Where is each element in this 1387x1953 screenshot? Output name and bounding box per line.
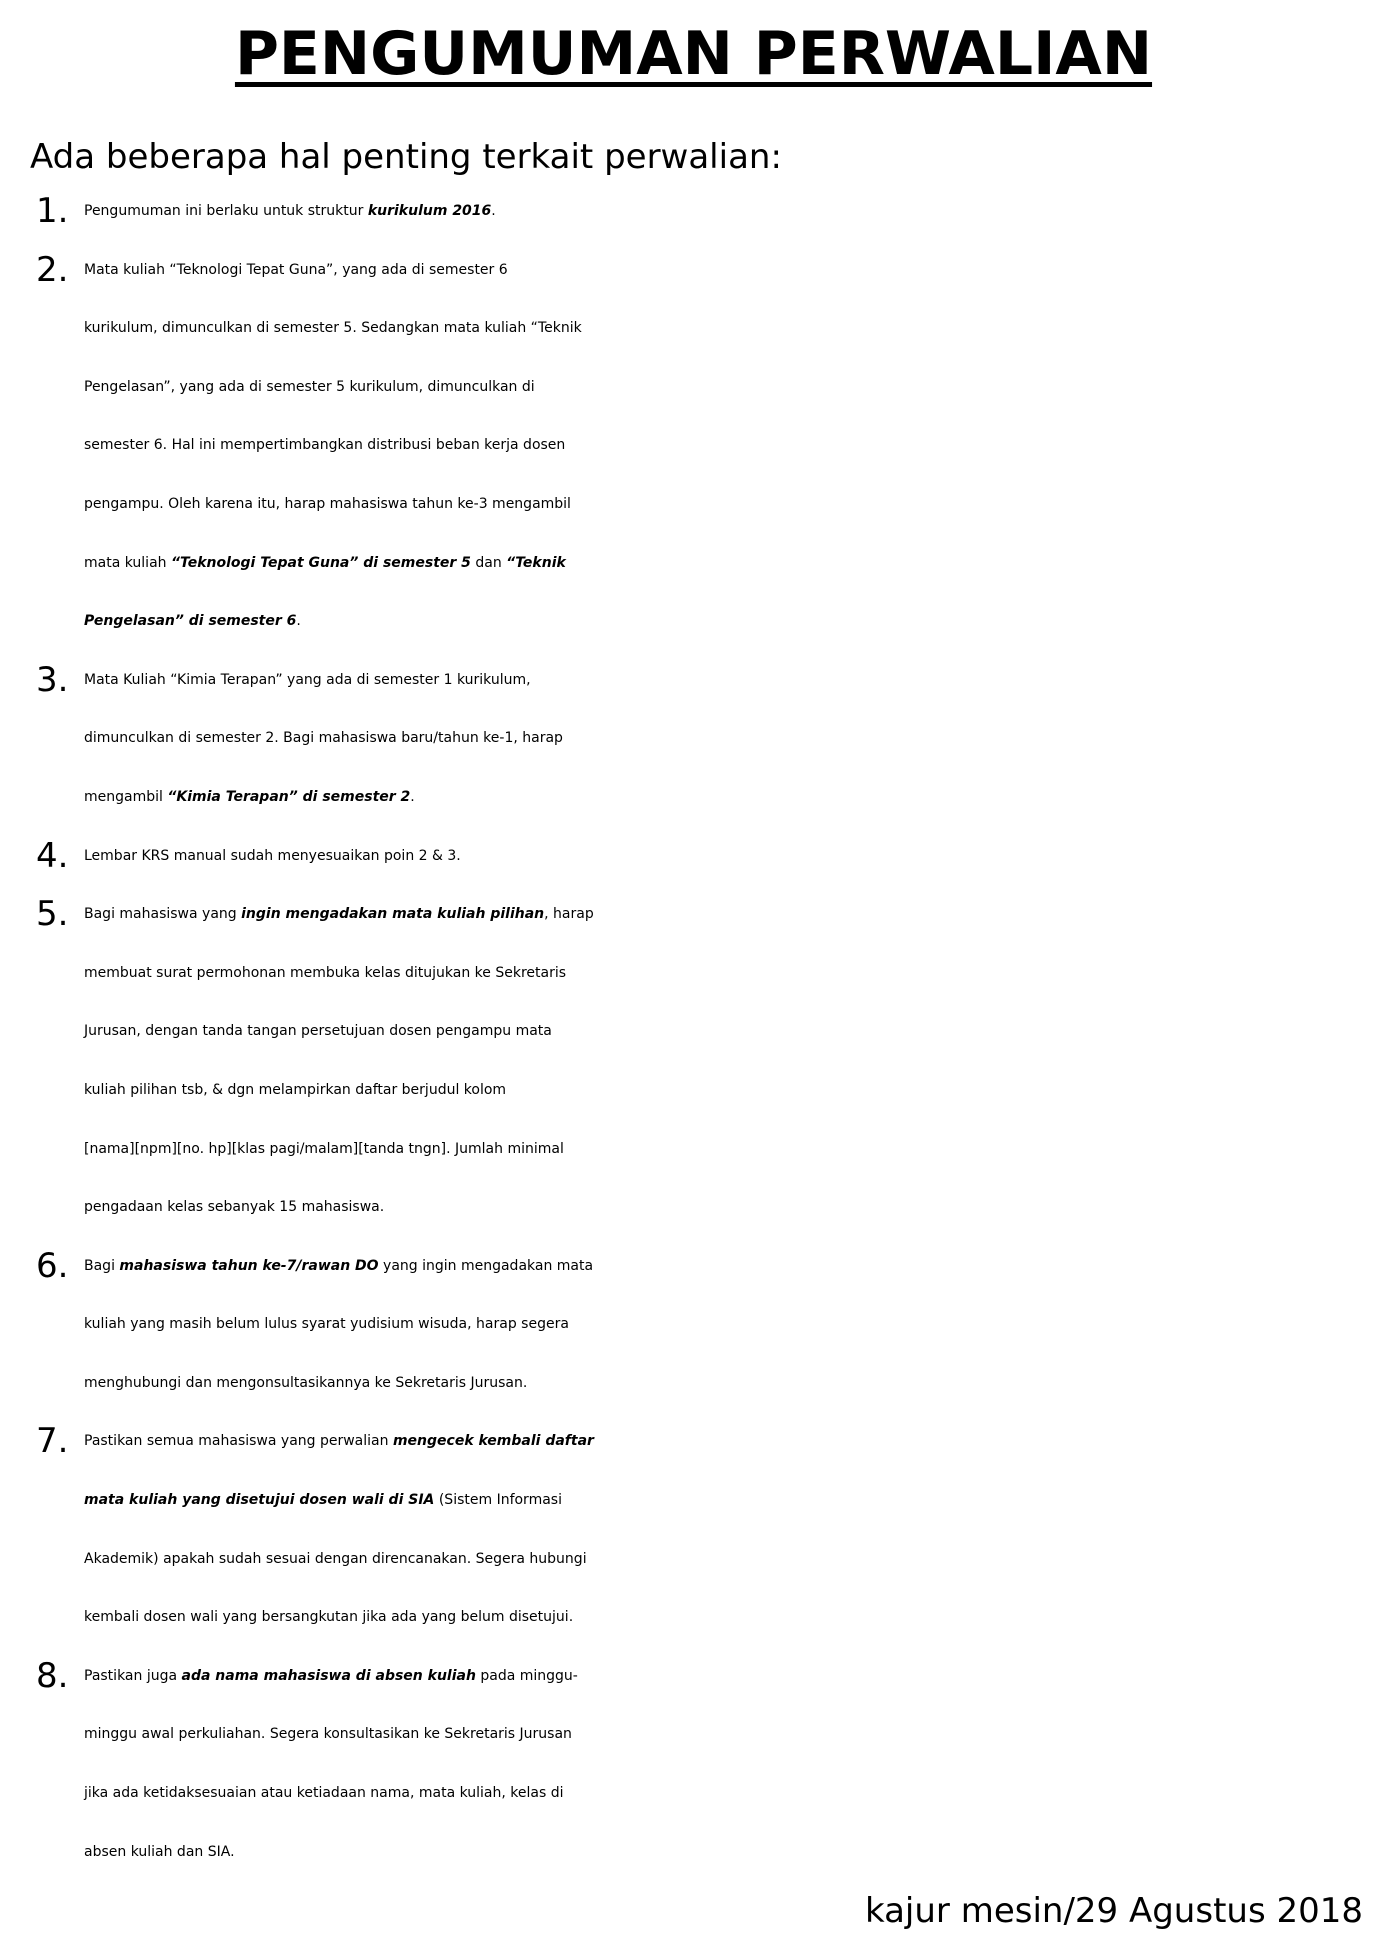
item-line xyxy=(84,241,1387,300)
item-number: 3. xyxy=(36,659,69,700)
body-text: Mata kuliah “Teknologi Tepat Guna”, yang ada di semester 6 xyxy=(84,261,508,278)
item-line xyxy=(84,1647,1387,1706)
body-text: Lembar KRS manual sudah menyesuaikan poin 2 & 3. xyxy=(84,847,461,864)
list-item xyxy=(0,182,1387,241)
item-line xyxy=(84,1061,1387,1120)
body-text: membuat surat permohonan membuka kelas ditujukan ke Sekretaris xyxy=(84,964,567,981)
body-text: jika ada ketidaksesuaian atau ketiadaan nama, mata kuliah, kelas di xyxy=(84,1785,564,1802)
body-text: semester 6. Hal ini mempertimbangkan distribusi beban kerja dosen xyxy=(84,437,566,454)
item-line xyxy=(84,1823,1387,1882)
emphasized-text: ingin mengadakan mata kuliah pilihan xyxy=(241,906,545,923)
body-text: Pastikan juga xyxy=(84,1667,182,1684)
item-line xyxy=(84,885,1387,944)
item-line xyxy=(84,827,1387,886)
emphasized-text: mahasiswa tahun ke-7/rawan DO xyxy=(119,1257,379,1274)
body-text: mata kuliah xyxy=(84,554,171,571)
body-text: Mata Kuliah “Kimia Terapan” yang ada di semester 1 kurikulum, xyxy=(84,671,531,688)
list-item xyxy=(0,827,1387,886)
list-item xyxy=(0,885,1387,1237)
item-line xyxy=(84,299,1387,358)
emphasized-text: “Teknologi Tepat Guna” di semester 5 xyxy=(170,554,471,571)
body-text: Pengumuman ini berlaku untuk struktur xyxy=(84,203,368,219)
body-text: minggu awal perkuliahan. Segera konsultasikan ke Sekretaris Jurusan xyxy=(84,1726,572,1743)
intro-text: Ada beberapa hal penting terkait perwalian: xyxy=(30,137,782,177)
item-line xyxy=(84,182,1387,241)
body-text: Akademik) apakah sudah sesuai dengan direncanakan. Segera hubungi xyxy=(84,1550,587,1567)
item-line xyxy=(84,1120,1387,1179)
emphasized-text: ada nama mahasiswa di absen kuliah xyxy=(181,1667,476,1684)
item-line xyxy=(84,1705,1387,1764)
item-line xyxy=(84,1530,1387,1589)
item-line xyxy=(84,651,1387,710)
item-line xyxy=(84,1178,1387,1237)
emphasized-text: kurikulum 2016 xyxy=(367,203,492,219)
item-line xyxy=(84,1588,1387,1647)
item-line xyxy=(84,534,1387,593)
item-line xyxy=(84,709,1387,768)
item-line xyxy=(84,768,1387,827)
emphasized-text: “Kimia Terapan” di semester 2 xyxy=(167,788,411,805)
list-item xyxy=(0,1647,1387,1881)
body-text: Bagi mahasiswa yang xyxy=(84,906,242,923)
list-item xyxy=(0,241,1387,651)
emphasized-text: Pengelasan” di semester 6 xyxy=(84,613,297,630)
body-text: yang ingin mengadakan mata xyxy=(378,1257,594,1274)
body-text: Bagi xyxy=(84,1257,120,1274)
body-text: pengadaan kelas sebanyak 15 mahasiswa. xyxy=(84,1199,385,1216)
emphasized-text: “Teknik xyxy=(506,554,566,571)
body-text: kuliah pilihan tsb, & dgn melampirkan daftar berjudul kolom xyxy=(84,1081,507,1098)
item-line xyxy=(84,1354,1387,1413)
item-number: 4. xyxy=(36,835,69,876)
list-item xyxy=(0,651,1387,827)
body-text: , harap xyxy=(544,906,594,923)
body-text: kembali dosen wali yang bersangkutan jika ada yang belum disetujui. xyxy=(84,1609,574,1626)
item-line xyxy=(84,1412,1387,1471)
item-line xyxy=(84,358,1387,417)
item-line xyxy=(84,1764,1387,1823)
body-text: [nama][npm][no. hp][klas pagi/malam][tanda tngn]. Jumlah minimal xyxy=(84,1140,564,1157)
item-number: 5. xyxy=(36,894,69,935)
emphasized-text: mengecek kembali daftar xyxy=(392,1433,594,1450)
body-text: . xyxy=(410,788,415,805)
body-text: . xyxy=(491,203,496,219)
signature: kajur mesin/29 Agustus 2018 xyxy=(864,1891,1363,1931)
announcement-list xyxy=(0,182,1387,1881)
body-text: pengampu. Oleh karena itu, harap mahasiswa tahun ke-3 mengambil xyxy=(84,495,571,512)
body-text: Pengelasan”, yang ada di semester 5 kurikulum, dimunculkan di xyxy=(84,378,535,395)
item-number: 6. xyxy=(36,1245,69,1286)
body-text: Pastikan semua mahasiswa yang perwalian xyxy=(84,1433,393,1450)
page-title xyxy=(0,14,1387,94)
list-item xyxy=(0,1412,1387,1646)
item-number: 1. xyxy=(36,191,69,231)
item-line xyxy=(84,416,1387,475)
item-line xyxy=(84,592,1387,651)
body-text: dan xyxy=(470,554,507,571)
body-text: absen kuliah dan SIA. xyxy=(84,1843,235,1860)
emphasized-text: mata kuliah yang disetujui dosen wali di SIA xyxy=(84,1492,435,1509)
body-text: kurikulum, dimunculkan di semester 5. Sedangkan mata kuliah “Teknik xyxy=(84,320,582,337)
item-line xyxy=(84,1471,1387,1530)
body-text: (Sistem Informasi xyxy=(434,1492,562,1509)
list-item xyxy=(0,1237,1387,1413)
body-text: kuliah yang masih belum lulus syarat yudisium wisuda, harap segera xyxy=(84,1316,569,1333)
item-line xyxy=(84,944,1387,1003)
item-line xyxy=(84,1295,1387,1354)
body-text: dimunculkan di semester 2. Bagi mahasiswa baru/tahun ke-1, harap xyxy=(84,730,563,747)
body-text: . xyxy=(296,613,301,630)
item-line xyxy=(84,1002,1387,1061)
body-text: pada minggu- xyxy=(475,1667,578,1684)
body-text: menghubungi dan mengonsultasikannya ke Sekretaris Jurusan. xyxy=(84,1374,528,1391)
page-title-text: PENGUMUMAN PERWALIAN xyxy=(234,19,1153,89)
item-number: 8. xyxy=(36,1655,69,1696)
item-number: 7. xyxy=(36,1421,69,1462)
body-text: Jurusan, dengan tanda tangan persetujuan dosen pengampu mata xyxy=(84,1023,552,1040)
body-text: mengambil xyxy=(84,788,168,805)
item-number: 2. xyxy=(36,249,69,290)
item-line xyxy=(84,1237,1387,1296)
item-line xyxy=(84,475,1387,534)
